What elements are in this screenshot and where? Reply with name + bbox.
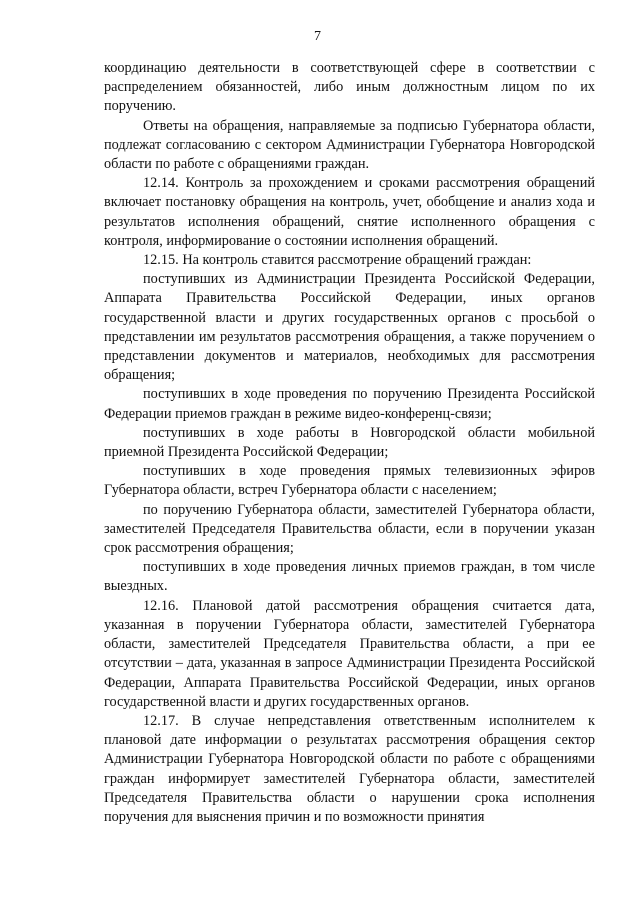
paragraph-2: Ответы на обращения, направляемые за подписью Губернатора области, подлежат согласованию с сектором Администрации Губернатора Новгородской области по работе с обращениями граждан.: [104, 117, 595, 173]
paragraph-1: координацию деятельности в соответствующей сфере в соответствии с распределением обязанностей, либо иным должностным лицом по их поручению.: [104, 60, 595, 115]
paragraph-4: 12.15. На контроль ставится рассмотрение обращений граждан:: [143, 252, 532, 269]
paragraph-9: по поручению Губернатора области, заместителей Губернатора области, заместителей Председателя Правительства области, если в поручении указан срок рассмотрения обращения;: [104, 501, 595, 557]
paragraph-8: поступивших в ходе проведения прямых телевизионных эфиров Губернатора области, встреч Губернатора области с населением;: [104, 463, 595, 499]
paragraph-10: поступивших в ходе проведения личных приемов граждан, в том числе выездных.: [104, 559, 595, 595]
paragraph-3: 12.14. Контроль за прохождением и сроками рассмотрения обращений включает постановку обращения на контроль, учет, обобщение и анализ хода и результатов исполнения обращений, снятие исполненного обращения с контроля, информирование о состоянии исполнения обращений.: [104, 175, 595, 249]
document-body: [104, 59, 595, 827]
page-number: 7: [314, 29, 321, 44]
paragraph-11: 12.16. Плановой датой рассмотрения обращения считается дата, указанная в поручении Губернатора области, заместителей Губернатора области, заместителей Председателя Правительства области, а при ее отсутствии – дата, указанная в запросе Администрации Президента Российской Федерации, Аппарата Правительства Российской Федерации, иных органов государственной власти и других государственных органов.: [104, 597, 595, 710]
paragraph-7: поступивших в ходе работы в Новгородской области мобильной приемной Президента Российской Федерации;: [104, 424, 595, 461]
paragraph-5: поступивших из Администрации Президента Российской Федерации, Аппарата Правительства Российской Федерации, иных органов государственной власти и других государственных органов с просьбой о представлении им результатов рассмотрения обращения, а также поручением о представлении документов и материалов, необходимых для рассмотрения обращения;: [104, 271, 595, 384]
paragraph-12: 12.17. В случае непредставления ответственным исполнителем к плановой дате информации о результатах рассмотрения обращения сектор Администрации Губернатора Новгородской области по работе с обращениями граждан информирует заместителей Губернатора области, заместителей Председателя Правительства области о нарушении срока исполнения поручения для выяснения причин и по возможности принятия: [104, 712, 595, 825]
paragraph-6: поступивших в ходе проведения по поручению Президента Российской Федерации приемов граждан в режиме видео-конференц-связи;: [104, 386, 595, 422]
